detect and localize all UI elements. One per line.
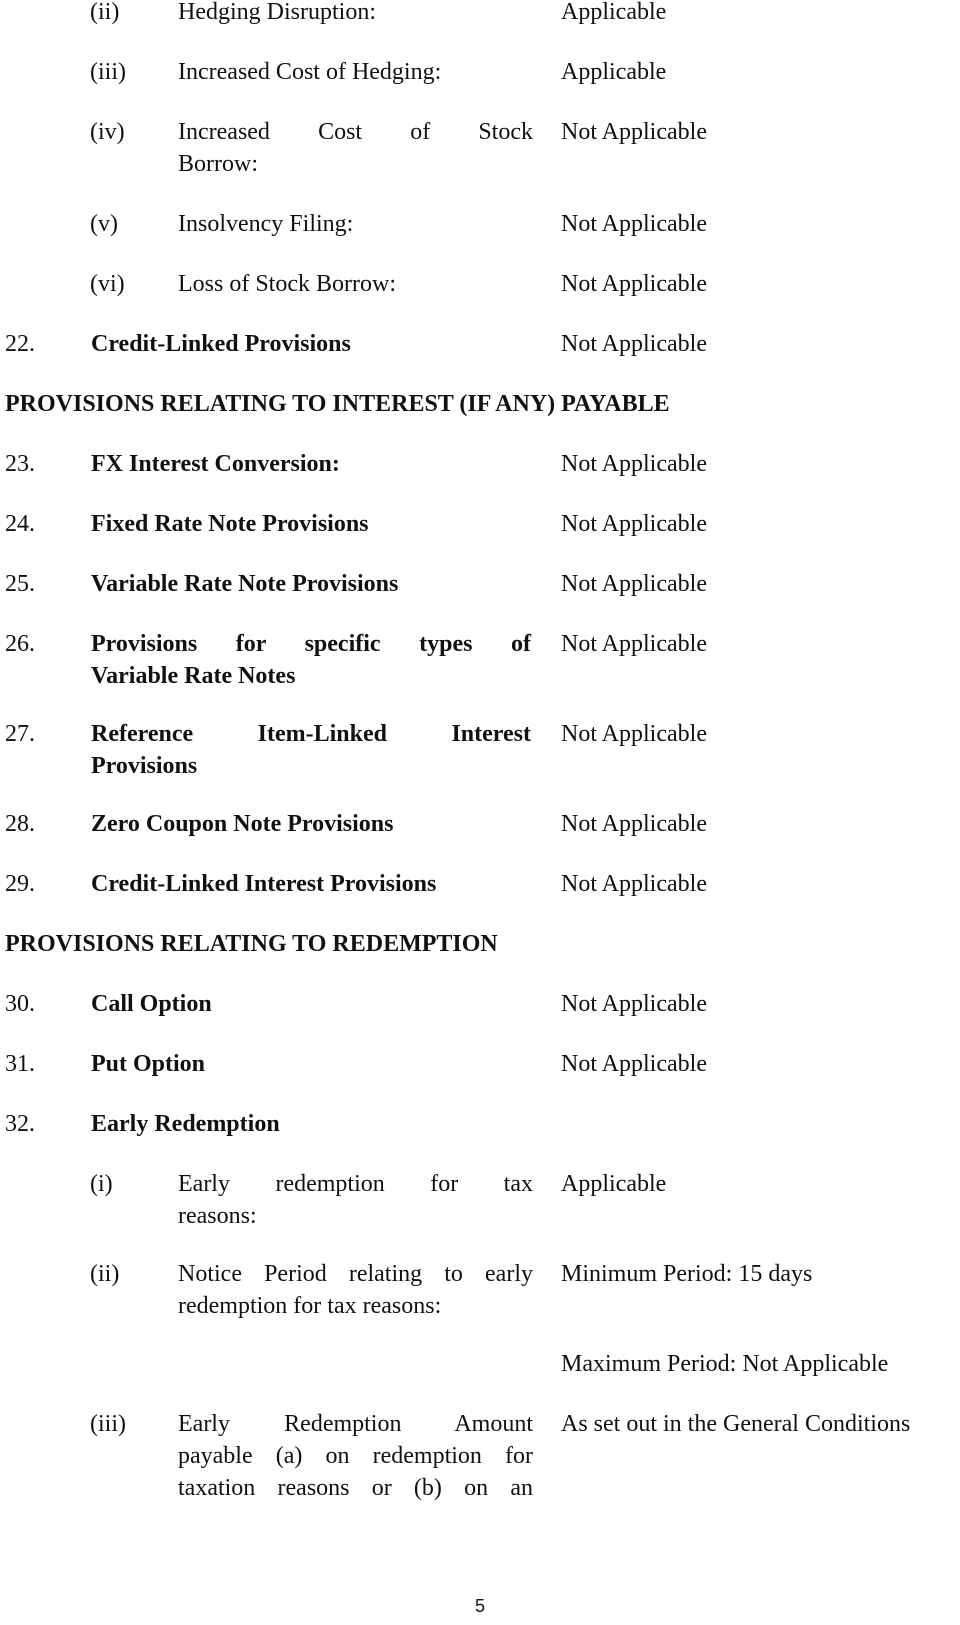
sub-item-label: Hedging Disruption:: [178, 0, 376, 25]
item-number: 26.: [5, 631, 35, 657]
item-number: 23.: [5, 451, 35, 477]
item-number: 24.: [5, 511, 35, 537]
section-heading-redemption: PROVISIONS RELATING TO REDEMPTION: [5, 931, 498, 957]
sub-item-number: (v): [90, 211, 118, 237]
sub-item-value: Not Applicable: [561, 271, 707, 297]
item-label: Variable Rate Note Provisions: [91, 571, 399, 597]
item-value: Not Applicable: [561, 331, 707, 357]
item-label: Reference Item-Linked Interest: [91, 721, 531, 747]
item-value: Not Applicable: [561, 721, 707, 747]
sub-item-value-secondary: Maximum Period: Not Applicable: [561, 1351, 889, 1377]
sub-item-label-cont: taxation reasons or (b) on an: [178, 1475, 533, 1501]
sub-item-number: (ii): [90, 1261, 120, 1287]
item-value: Not Applicable: [561, 811, 707, 837]
page-number: 5: [474, 1596, 485, 1616]
item-label: Call Option: [91, 991, 212, 1017]
sub-item-number: (iv): [90, 119, 125, 145]
item-label-cont: Provisions: [91, 753, 198, 779]
sub-item-label: Insolvency Filing:: [178, 211, 354, 237]
item-label: Put Option: [91, 1051, 206, 1077]
item-value: Not Applicable: [561, 631, 707, 657]
item-number: 31.: [5, 1051, 35, 1077]
section-heading-interest: PROVISIONS RELATING TO INTEREST (IF ANY) PAYABLE: [5, 391, 670, 417]
sub-item-value: Applicable: [561, 59, 667, 85]
sub-item-number: (ii): [90, 0, 120, 25]
sub-item-number: (iii): [90, 1411, 126, 1437]
item-number: 27.: [5, 721, 35, 747]
item-value: Not Applicable: [561, 451, 707, 477]
item-label: Credit-Linked Provisions: [91, 331, 351, 357]
sub-item-label: Early redemption for tax: [178, 1171, 533, 1197]
item-label: FX Interest Conversion:: [91, 451, 340, 477]
item-value: Not Applicable: [561, 991, 707, 1017]
sub-item-number: (vi): [90, 271, 125, 297]
sub-item-label: Increased Cost of Stock: [178, 119, 533, 145]
sub-item-value: Applicable: [561, 1171, 667, 1197]
item-number: 32.: [5, 1111, 35, 1137]
sub-item-value: Minimum Period: 15 days: [561, 1261, 813, 1287]
item-label-cont: Variable Rate Notes: [91, 663, 296, 689]
sub-item-label-cont: Borrow:: [178, 151, 258, 177]
sub-item-label: Increased Cost of Hedging:: [178, 59, 442, 85]
sub-item-number: (iii): [90, 59, 126, 85]
item-label: Provisions for specific types of: [91, 631, 531, 657]
item-value: Not Applicable: [561, 871, 707, 897]
item-number: 28.: [5, 811, 35, 837]
sub-item-value: Not Applicable: [561, 119, 707, 145]
item-label: Zero Coupon Note Provisions: [91, 811, 394, 837]
sub-item-number: (i): [90, 1171, 113, 1197]
item-value: Not Applicable: [561, 1051, 707, 1077]
item-number: 25.: [5, 571, 35, 597]
sub-item-label-cont: reasons:: [178, 1203, 257, 1229]
sub-item-value: As set out in the General Conditions: [561, 1411, 911, 1437]
item-label: Fixed Rate Note Provisions: [91, 511, 369, 537]
item-number: 29.: [5, 871, 35, 897]
sub-item-value: Not Applicable: [561, 211, 707, 237]
item-label: Credit-Linked Interest Provisions: [91, 871, 437, 897]
sub-item-label: Notice Period relating to early: [178, 1261, 533, 1287]
sub-item-label-cont: redemption for tax reasons:: [178, 1293, 442, 1319]
item-value: Not Applicable: [561, 511, 707, 537]
item-label: Early Redemption: [91, 1111, 280, 1137]
sub-item-label-cont: payable (a) on redemption for: [178, 1443, 533, 1469]
sub-item-label: Early Redemption Amount: [178, 1411, 533, 1437]
item-value: Not Applicable: [561, 571, 707, 597]
item-number: 30.: [5, 991, 35, 1017]
sub-item-label: Loss of Stock Borrow:: [178, 271, 396, 297]
sub-item-value: Applicable: [561, 0, 667, 25]
item-number: 22.: [5, 331, 35, 357]
